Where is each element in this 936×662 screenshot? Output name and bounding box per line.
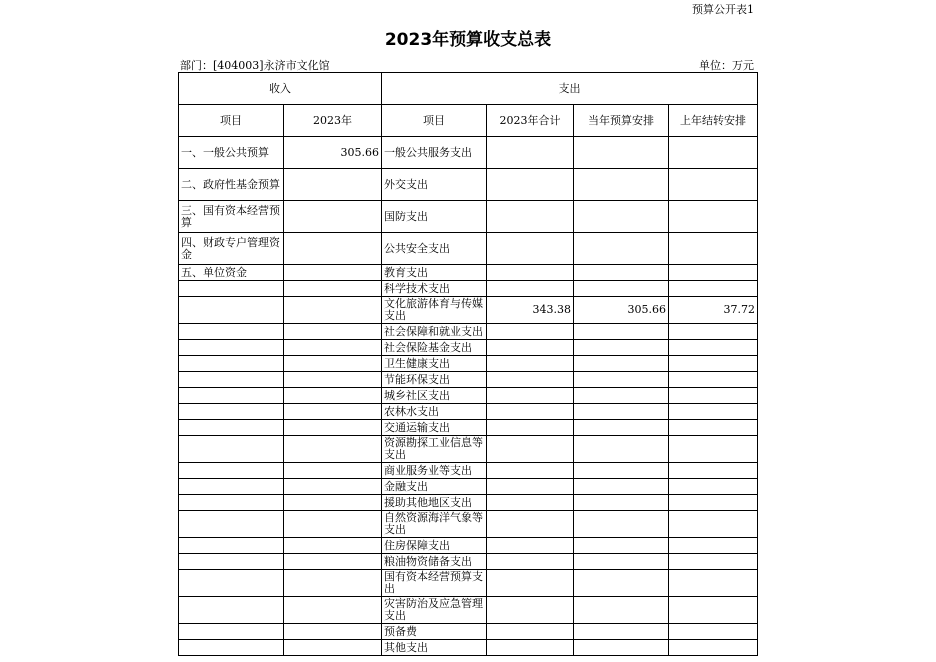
income-amount-cell (284, 597, 382, 624)
current-year-amount-cell (574, 538, 669, 554)
income-amount-cell (284, 356, 382, 372)
expense-total-cell (487, 554, 574, 570)
current-year-amount-cell (574, 388, 669, 404)
carryover-amount-cell (669, 388, 758, 404)
current-year-amount-cell (574, 233, 669, 265)
income-item-cell (179, 640, 284, 656)
expense-total-cell (487, 597, 574, 624)
income-item-cell (179, 297, 284, 324)
current-year-amount-cell (574, 436, 669, 463)
col-expense-item: 项目 (382, 105, 487, 137)
income-amount-cell (284, 324, 382, 340)
table-row (179, 420, 758, 436)
table-row (179, 340, 758, 356)
carryover-amount-cell (669, 538, 758, 554)
page-title: 2023年预算收支总表 (384, 30, 552, 50)
current-year-amount-cell: 305.66 (574, 297, 669, 324)
carryover-amount-cell (669, 324, 758, 340)
carryover-amount-cell (669, 554, 758, 570)
income-item-cell: 五、单位资金 (179, 265, 284, 281)
table-row (179, 169, 758, 201)
income-amount-cell (284, 201, 382, 233)
income-item-cell (179, 324, 284, 340)
table-row (179, 201, 758, 233)
expense-total-cell (487, 388, 574, 404)
income-amount-cell (284, 233, 382, 265)
unit-label: 单位：万元 (699, 59, 754, 72)
expense-total-cell (487, 495, 574, 511)
expense-item-cell: 卫生健康支出 (382, 356, 487, 372)
table-row (179, 356, 758, 372)
expense-item-cell: 公共安全支出 (382, 233, 487, 265)
table-row (179, 554, 758, 570)
income-item-cell (179, 281, 284, 297)
expense-total-cell (487, 356, 574, 372)
expense-total-cell (487, 640, 574, 656)
expense-item-cell: 住房保障支出 (382, 538, 487, 554)
carryover-amount-cell (669, 495, 758, 511)
income-item-cell (179, 511, 284, 538)
expense-item-cell: 教育支出 (382, 265, 487, 281)
expense-item-cell: 城乡社区支出 (382, 388, 487, 404)
income-item-cell (179, 554, 284, 570)
col-carryover: 上年结转安排 (669, 105, 758, 137)
table-row (179, 479, 758, 495)
expense-total-cell (487, 479, 574, 495)
table-row (179, 372, 758, 388)
current-year-amount-cell (574, 511, 669, 538)
expense-total-cell (487, 324, 574, 340)
expense-group-header: 支出 (382, 73, 758, 105)
current-year-amount-cell (574, 201, 669, 233)
table-row (179, 324, 758, 340)
expense-item-cell: 其他支出 (382, 640, 487, 656)
income-item-cell (179, 420, 284, 436)
current-year-amount-cell (574, 281, 669, 297)
carryover-amount-cell (669, 420, 758, 436)
current-year-amount-cell (574, 463, 669, 479)
income-amount-cell (284, 281, 382, 297)
expense-total-cell (487, 511, 574, 538)
expense-total-cell (487, 420, 574, 436)
carryover-amount-cell (669, 640, 758, 656)
expense-item-cell: 粮油物资储备支出 (382, 554, 487, 570)
income-item-cell: 四、财政专户管理资金 (179, 233, 284, 265)
carryover-amount-cell (669, 511, 758, 538)
current-year-amount-cell (574, 479, 669, 495)
expense-total-cell (487, 169, 574, 201)
income-group-header: 收入 (179, 73, 382, 105)
expense-item-cell: 预备费 (382, 624, 487, 640)
expense-total-cell (487, 340, 574, 356)
carryover-amount-cell (669, 169, 758, 201)
budget-table (178, 72, 758, 656)
expense-total-cell (487, 624, 574, 640)
income-amount-cell (284, 265, 382, 281)
carryover-amount-cell (669, 372, 758, 388)
expense-item-cell: 节能环保支出 (382, 372, 487, 388)
expense-item-cell: 外交支出 (382, 169, 487, 201)
expense-item-cell: 资源勘探工业信息等支出 (382, 436, 487, 463)
income-item-cell (179, 495, 284, 511)
table-row (179, 538, 758, 554)
carryover-amount-cell (669, 281, 758, 297)
table-row (179, 233, 758, 265)
income-item-cell: 二、政府性基金预算 (179, 169, 284, 201)
current-year-amount-cell (574, 624, 669, 640)
current-year-amount-cell (574, 495, 669, 511)
expense-item-cell: 文化旅游体育与传媒支出 (382, 297, 487, 324)
income-amount-cell (284, 169, 382, 201)
carryover-amount-cell (669, 570, 758, 597)
table-row (179, 624, 758, 640)
expense-item-cell: 农林水支出 (382, 404, 487, 420)
table-row (179, 265, 758, 281)
table-row (179, 436, 758, 463)
income-item-cell (179, 624, 284, 640)
expense-item-cell: 交通运输支出 (382, 420, 487, 436)
expense-item-cell: 商业服务业等支出 (382, 463, 487, 479)
expense-total-cell (487, 372, 574, 388)
income-amount-cell (284, 624, 382, 640)
expense-total-cell (487, 570, 574, 597)
carryover-amount-cell (669, 436, 758, 463)
expense-total-cell (487, 233, 574, 265)
expense-item-cell: 自然资源海洋气象等支出 (382, 511, 487, 538)
income-amount-cell (284, 640, 382, 656)
current-year-amount-cell (574, 324, 669, 340)
expense-total-cell (487, 281, 574, 297)
expense-item-cell: 社会保险基金支出 (382, 340, 487, 356)
income-item-cell (179, 388, 284, 404)
income-item-cell: 三、国有资本经营预算 (179, 201, 284, 233)
income-amount-cell (284, 388, 382, 404)
income-amount-cell (284, 297, 382, 324)
carryover-amount-cell (669, 137, 758, 169)
expense-item-cell: 科学技术支出 (382, 281, 487, 297)
carryover-amount-cell (669, 624, 758, 640)
income-item-cell (179, 340, 284, 356)
income-amount-cell (284, 479, 382, 495)
expense-total-cell (487, 265, 574, 281)
current-year-amount-cell (574, 640, 669, 656)
income-amount-cell (284, 372, 382, 388)
income-item-cell (179, 372, 284, 388)
form-code: 预算公开表1 (692, 3, 754, 16)
col-income-amount: 2023年 (284, 105, 382, 137)
carryover-amount-cell (669, 340, 758, 356)
expense-total-cell: 343.38 (487, 297, 574, 324)
table-row (179, 511, 758, 538)
current-year-amount-cell (574, 169, 669, 201)
carryover-amount-cell: 37.72 (669, 297, 758, 324)
income-item-cell (179, 597, 284, 624)
income-amount-cell: 305.66 (284, 137, 382, 169)
income-item-cell (179, 463, 284, 479)
table-row (179, 640, 758, 656)
carryover-amount-cell (669, 597, 758, 624)
expense-total-cell (487, 538, 574, 554)
expense-item-cell: 金融支出 (382, 479, 487, 495)
income-amount-cell (284, 340, 382, 356)
table-row (179, 281, 758, 297)
current-year-amount-cell (574, 372, 669, 388)
table-row (179, 570, 758, 597)
income-item-cell (179, 479, 284, 495)
expense-total-cell (487, 404, 574, 420)
current-year-amount-cell (574, 404, 669, 420)
income-item-cell (179, 356, 284, 372)
table-row (179, 463, 758, 479)
expense-item-cell: 社会保障和就业支出 (382, 324, 487, 340)
table-row (179, 404, 758, 420)
expense-item-cell: 援助其他地区支出 (382, 495, 487, 511)
table-row (179, 388, 758, 404)
expense-total-cell (487, 436, 574, 463)
current-year-amount-cell (574, 554, 669, 570)
current-year-amount-cell (574, 597, 669, 624)
current-year-amount-cell (574, 420, 669, 436)
expense-item-cell: 一般公共服务支出 (382, 137, 487, 169)
carryover-amount-cell (669, 233, 758, 265)
expense-item-cell: 国防支出 (382, 201, 487, 233)
expense-total-cell (487, 463, 574, 479)
col-income-item: 项目 (179, 105, 284, 137)
income-item-cell (179, 570, 284, 597)
income-amount-cell (284, 463, 382, 479)
income-item-cell: 一、一般公共预算 (179, 137, 284, 169)
income-item-cell (179, 404, 284, 420)
expense-item-cell: 灾害防治及应急管理支出 (382, 597, 487, 624)
carryover-amount-cell (669, 404, 758, 420)
carryover-amount-cell (669, 479, 758, 495)
income-amount-cell (284, 420, 382, 436)
income-amount-cell (284, 495, 382, 511)
table-row (179, 597, 758, 624)
expense-total-cell (487, 201, 574, 233)
current-year-amount-cell (574, 570, 669, 597)
income-amount-cell (284, 511, 382, 538)
col-expense-total: 2023年合计 (487, 105, 574, 137)
income-item-cell (179, 538, 284, 554)
col-current-year: 当年预算安排 (574, 105, 669, 137)
income-amount-cell (284, 404, 382, 420)
department-label: 部门：[404003]永济市文化馆 (180, 59, 330, 72)
table-row (179, 495, 758, 511)
current-year-amount-cell (574, 137, 669, 169)
expense-total-cell (487, 137, 574, 169)
current-year-amount-cell (574, 356, 669, 372)
carryover-amount-cell (669, 356, 758, 372)
current-year-amount-cell (574, 340, 669, 356)
income-item-cell (179, 436, 284, 463)
income-amount-cell (284, 538, 382, 554)
table-row (179, 297, 758, 324)
table-row (179, 137, 758, 169)
carryover-amount-cell (669, 265, 758, 281)
income-amount-cell (284, 436, 382, 463)
current-year-amount-cell (574, 265, 669, 281)
expense-item-cell: 国有资本经营预算支出 (382, 570, 487, 597)
budget-body (179, 137, 758, 656)
carryover-amount-cell (669, 463, 758, 479)
carryover-amount-cell (669, 201, 758, 233)
income-amount-cell (284, 570, 382, 597)
income-amount-cell (284, 554, 382, 570)
